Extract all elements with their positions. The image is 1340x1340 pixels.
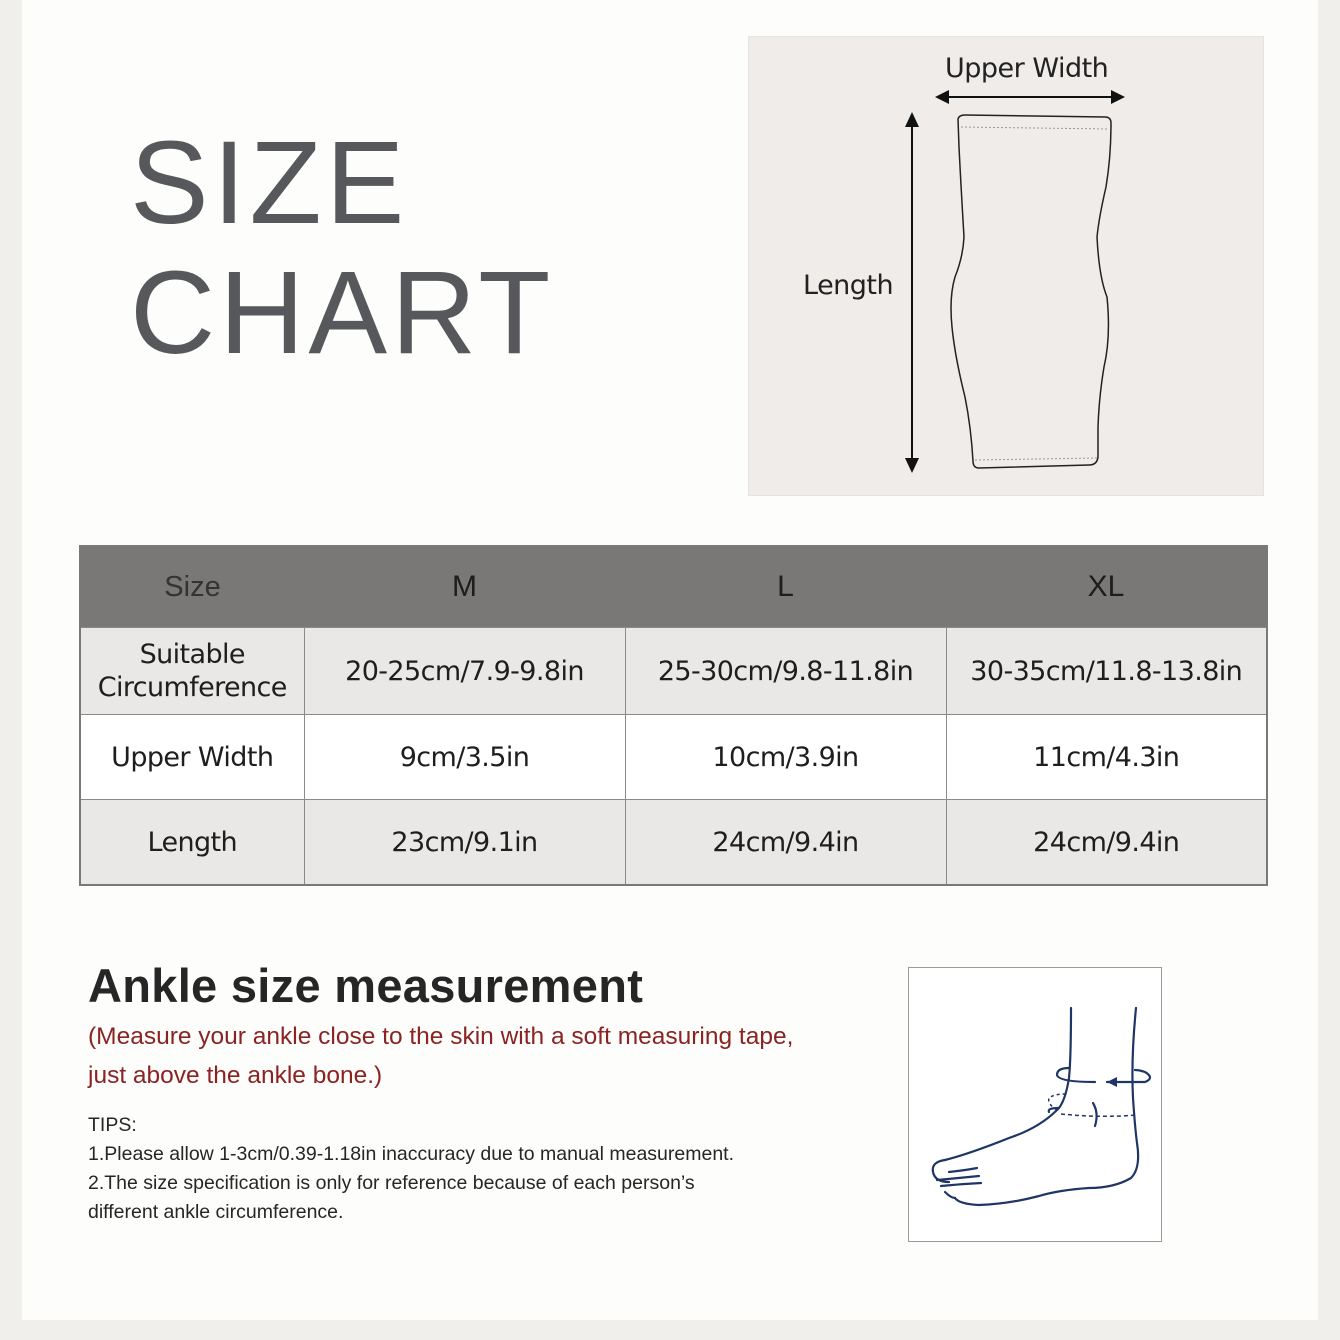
cell-value: 23cm/9.1in bbox=[304, 800, 625, 886]
upper-width-label: Upper Width bbox=[945, 53, 1109, 84]
header-l: L bbox=[625, 546, 946, 628]
table-row bbox=[80, 715, 1267, 800]
cell-value: 24cm/9.4in bbox=[625, 800, 946, 886]
ankle-section bbox=[88, 958, 868, 1227]
cell-value: 11cm/4.3in bbox=[946, 715, 1267, 800]
length-label: Length bbox=[803, 270, 894, 301]
tip-1: 1.Please allow 1-3cm/0.39-1.18in inaccuracy due to manual measurement. bbox=[88, 1143, 735, 1165]
header-xl: XL bbox=[946, 546, 1267, 628]
sleeve-diagram bbox=[748, 36, 1264, 496]
row-label-upper-width: Upper Width bbox=[80, 715, 304, 800]
page-title bbox=[130, 118, 554, 378]
table-row bbox=[80, 800, 1267, 886]
cell-value: 30-35cm/11.8-13.8in bbox=[946, 628, 1267, 715]
cell-value: 20-25cm/7.9-9.8in bbox=[304, 628, 625, 715]
ankle-diagram bbox=[908, 967, 1162, 1242]
cell-value: 10cm/3.9in bbox=[625, 715, 946, 800]
cell-value: 25-30cm/9.8-11.8in bbox=[625, 628, 946, 715]
tip-2: 2.The size specification is only for reference because of each person’s bbox=[88, 1172, 695, 1194]
ankle-note: (Measure your ankle close to the skin with a soft measuring tape, just above the ankle bone.) bbox=[88, 1023, 794, 1089]
title-line-1: SIZE bbox=[130, 117, 409, 249]
knee-sleeve-icon bbox=[749, 37, 1263, 495]
title-line-2: CHART bbox=[130, 247, 555, 379]
tips-label: TIPS: bbox=[88, 1114, 137, 1136]
header-m: M bbox=[304, 546, 625, 628]
cell-value: 9cm/3.5in bbox=[304, 715, 625, 800]
size-table bbox=[79, 545, 1268, 886]
tips-list bbox=[88, 1111, 868, 1227]
header-size: Size bbox=[80, 546, 304, 628]
cell-value: 24cm/9.4in bbox=[946, 800, 1267, 886]
row-label-length: Length bbox=[80, 800, 304, 886]
row-label-circumference: Suitable Circumference bbox=[80, 628, 304, 715]
tip-2-cont: different ankle circumference. bbox=[88, 1201, 344, 1223]
table-header-row bbox=[80, 546, 1267, 628]
table-row bbox=[80, 628, 1267, 715]
foot-measure-icon bbox=[909, 968, 1161, 1241]
ankle-heading: Ankle size measurement bbox=[88, 959, 644, 1012]
